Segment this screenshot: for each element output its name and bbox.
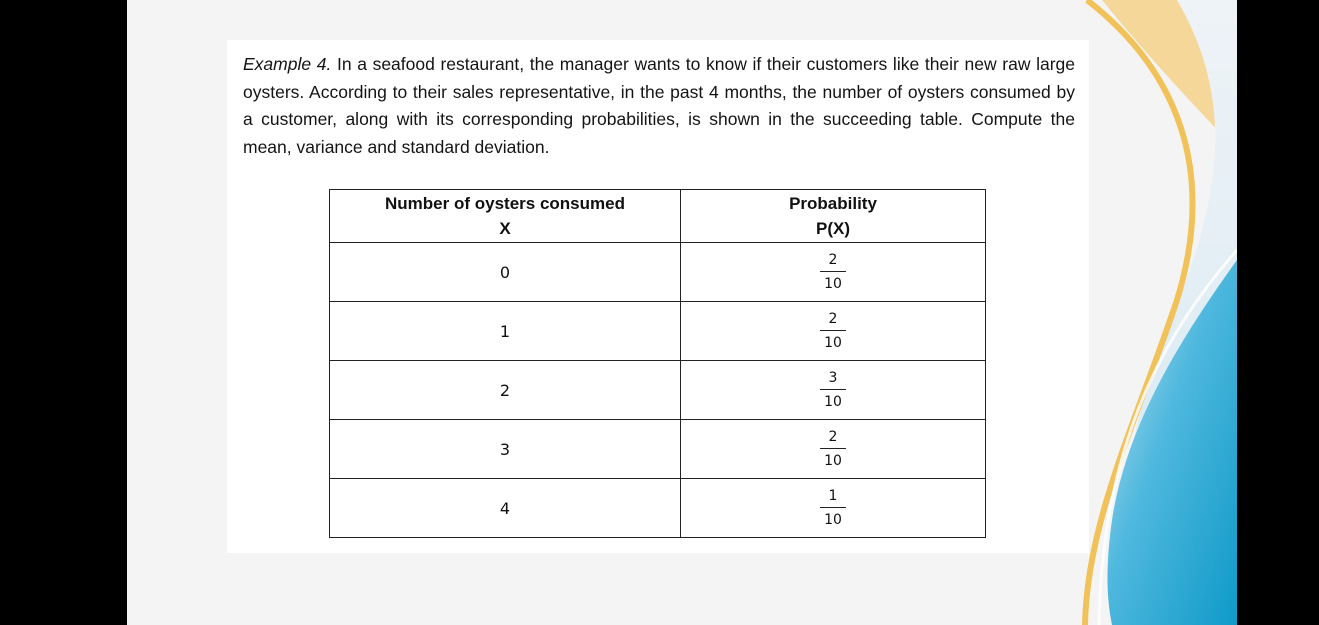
numerator: 3 — [828, 369, 838, 386]
x-value: 1 — [330, 302, 681, 361]
content-card — [227, 40, 1089, 553]
fraction — [820, 370, 846, 410]
slide — [127, 0, 1237, 625]
probability-cell — [681, 479, 986, 538]
example-label: Example 4. — [243, 54, 332, 74]
probability-cell — [681, 243, 986, 302]
table-row — [330, 479, 986, 538]
header-probability: Probability P(X) — [681, 190, 986, 243]
probability-table — [329, 189, 986, 538]
probability-cell — [681, 302, 986, 361]
header-number-of-oysters: Number of oysters consumed X — [330, 190, 681, 243]
denominator: 10 — [824, 393, 842, 410]
denominator: 10 — [824, 452, 842, 469]
example-text: In a seafood restaurant, the manager wants to know if their customers like their new raw large oysters. According to their sales representative, in the past 4 months, the number of oysters consumed by a customer, along with its corresponding probabilities, is shown in the succeeding table. Compute the mean, variance and standard deviation. — [243, 54, 1076, 157]
x-value: 2 — [330, 361, 681, 420]
table-row — [330, 420, 986, 479]
probability-cell — [681, 361, 986, 420]
table-row — [330, 243, 986, 302]
x-value: 3 — [330, 420, 681, 479]
probability-cell — [681, 420, 986, 479]
table-row — [330, 361, 986, 420]
numerator: 1 — [828, 487, 838, 504]
x-value: 4 — [330, 479, 681, 538]
numerator: 2 — [828, 310, 838, 327]
fraction — [820, 488, 846, 528]
denominator: 10 — [824, 275, 842, 292]
table-header-row — [330, 190, 986, 243]
table-row — [330, 302, 986, 361]
denominator: 10 — [824, 511, 842, 528]
numerator: 2 — [828, 428, 838, 445]
fraction — [820, 252, 846, 292]
fraction — [820, 311, 846, 351]
denominator: 10 — [824, 334, 842, 351]
fraction — [820, 429, 846, 469]
numerator: 2 — [828, 251, 838, 268]
x-value: 0 — [330, 243, 681, 302]
example-paragraph — [243, 51, 1075, 161]
